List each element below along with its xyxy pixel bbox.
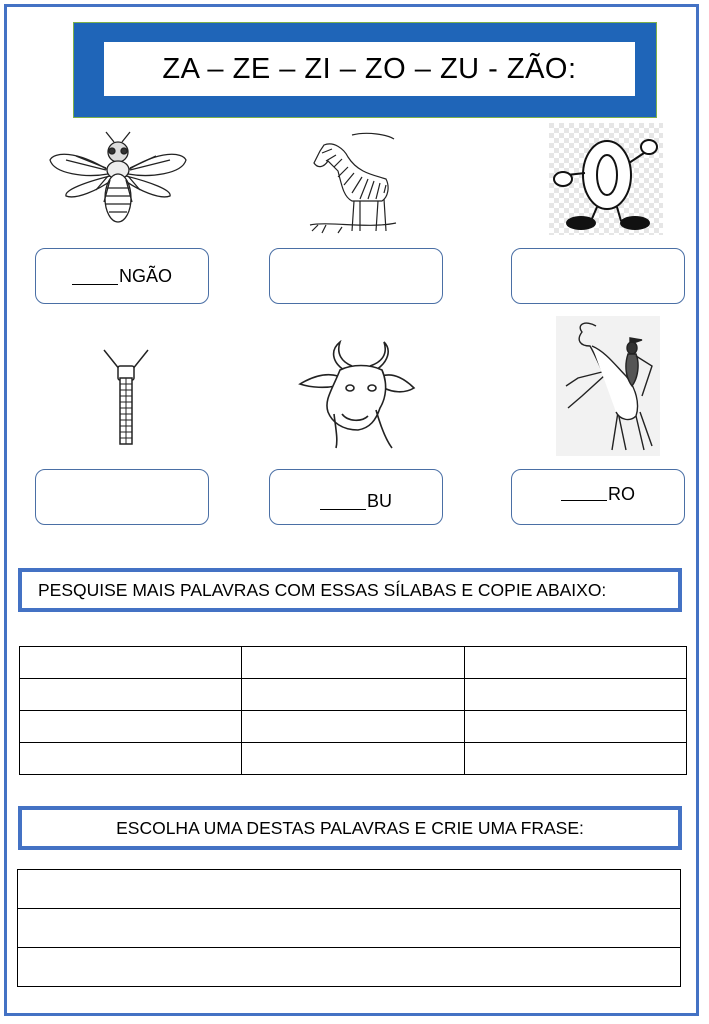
table-row [20, 679, 687, 711]
answer-suffix: NGÃO [118, 265, 172, 286]
answer-box-ox[interactable] [269, 469, 443, 525]
zebra-icon [308, 127, 398, 237]
word-cell[interactable] [242, 647, 464, 679]
word-cell[interactable] [20, 679, 242, 711]
instruction-research-words: PESQUISE MAIS PALAVRAS COM ESSAS SÍLABAS E COPIE ABAIXO: [18, 568, 682, 612]
table-row [18, 948, 681, 987]
word-cell[interactable] [242, 743, 464, 775]
zero-character-icon [549, 123, 663, 235]
word-cell[interactable] [20, 647, 242, 679]
bee-icon [46, 130, 190, 230]
sentence-lines [17, 869, 681, 987]
answer-box-zorro[interactable] [511, 469, 685, 525]
answer-blank [561, 484, 607, 501]
word-cell[interactable] [20, 743, 242, 775]
answer-box-bee[interactable] [35, 248, 209, 304]
answer-box-zipper[interactable] [35, 469, 209, 525]
word-cell[interactable] [242, 711, 464, 743]
word-cell[interactable] [464, 743, 686, 775]
table-row [18, 909, 681, 948]
word-cell[interactable] [242, 679, 464, 711]
word-cell[interactable] [464, 711, 686, 743]
word-cell[interactable] [464, 679, 686, 711]
table-row [18, 870, 681, 909]
table-row [20, 647, 687, 679]
table-row [20, 711, 687, 743]
sentence-line[interactable] [18, 870, 681, 909]
ox-head-icon [296, 340, 420, 452]
zorro-horse-icon [556, 316, 660, 456]
word-cell[interactable] [464, 647, 686, 679]
answer-box-zero[interactable] [511, 248, 685, 304]
instruction-create-sentence: ESCOLHA UMA DESTAS PALAVRAS E CRIE UMA FRASE: [18, 806, 682, 850]
sentence-line[interactable] [18, 909, 681, 948]
answer-blank [320, 493, 366, 510]
word-grid [19, 646, 687, 775]
zipper-icon [98, 348, 154, 448]
answer-suffix: BU [366, 490, 392, 511]
word-cell[interactable] [20, 711, 242, 743]
table-row [20, 743, 687, 775]
page-title: ZA – ZE – ZI – ZO – ZU - ZÃO: [104, 42, 635, 96]
answer-suffix: RO [608, 484, 635, 504]
sentence-line[interactable] [18, 948, 681, 987]
answer-blank [72, 268, 118, 285]
answer-box-zebra[interactable] [269, 248, 443, 304]
